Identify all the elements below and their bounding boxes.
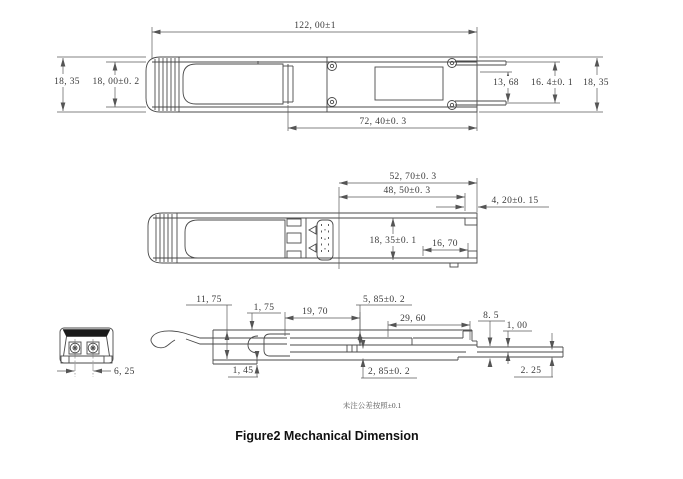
dim-body-height: 18, 00±0. 2: [92, 77, 140, 87]
bottom-view: [148, 172, 549, 269]
dim-tail-length-side: 29, 60: [400, 314, 426, 324]
dim-rail-width: 16. 4±0. 1: [531, 78, 573, 88]
side-view: [151, 295, 563, 378]
latch-tooth: [287, 251, 301, 258]
end-view: [57, 328, 135, 377]
label-window: [375, 67, 443, 100]
end-view-outline: [60, 328, 113, 363]
dim-tail-length-bottom: 16, 70: [432, 239, 458, 249]
bottom-view-body-outline: [148, 213, 477, 267]
figure-caption: Figure2 Mechanical Dimension: [235, 429, 419, 443]
latch-tooth: [287, 233, 301, 243]
triangle-mark-icon: [309, 226, 316, 234]
tolerance-note: 未注公差按照±0.1: [342, 401, 402, 410]
end-view-top-band: [63, 330, 110, 337]
dim-slider-travel: 19, 70: [302, 307, 328, 317]
dim-inner-length: 48, 50±0. 3: [383, 186, 431, 196]
dim-step-height: 5, 85±0. 2: [363, 295, 405, 305]
latch-tooth: [287, 219, 301, 226]
top-view: [49, 21, 615, 131]
bottom-view-dimensions: [339, 178, 549, 269]
dim-bail-height: 11, 75: [196, 295, 222, 305]
dim-tab-width: 1, 75: [253, 303, 275, 313]
dim-overall-length: 122, 00±1: [294, 21, 336, 31]
pull-tab: [185, 220, 285, 258]
bail-handle: [151, 331, 287, 348]
dim-body-length: 72, 40±0. 3: [359, 117, 407, 127]
dim-board-thickness: 2. 25: [520, 366, 542, 376]
screw-icon: [448, 59, 457, 68]
screw-icon: [328, 98, 337, 107]
dim-inner-width: 13, 68: [493, 78, 519, 88]
triangle-mark-icon: [309, 244, 316, 252]
dim-board-offset: 2, 85±0. 2: [368, 367, 410, 377]
top-view-body-outline: [146, 57, 506, 112]
bail-handle: [186, 339, 287, 344]
dim-nose-length: 52, 70±0. 3: [389, 172, 437, 182]
screw-icon: [328, 62, 337, 71]
dim-end-step: 4, 20±0. 15: [491, 196, 539, 206]
dim-overall-height-left: 18, 35: [54, 77, 80, 87]
dim-body-height-bottom: 18, 35±0. 1: [369, 236, 417, 246]
dim-overall-height-right: 18, 35: [583, 78, 609, 88]
pull-tab: [183, 64, 283, 104]
dim-edge-height: 8. 5: [483, 311, 499, 321]
side-view-outline: [151, 330, 563, 364]
dim-lip-depth: 1, 45: [232, 366, 254, 376]
dim-port-pitch: 6, 25: [114, 367, 135, 377]
dim-lip-height: 1, 00: [506, 321, 528, 331]
